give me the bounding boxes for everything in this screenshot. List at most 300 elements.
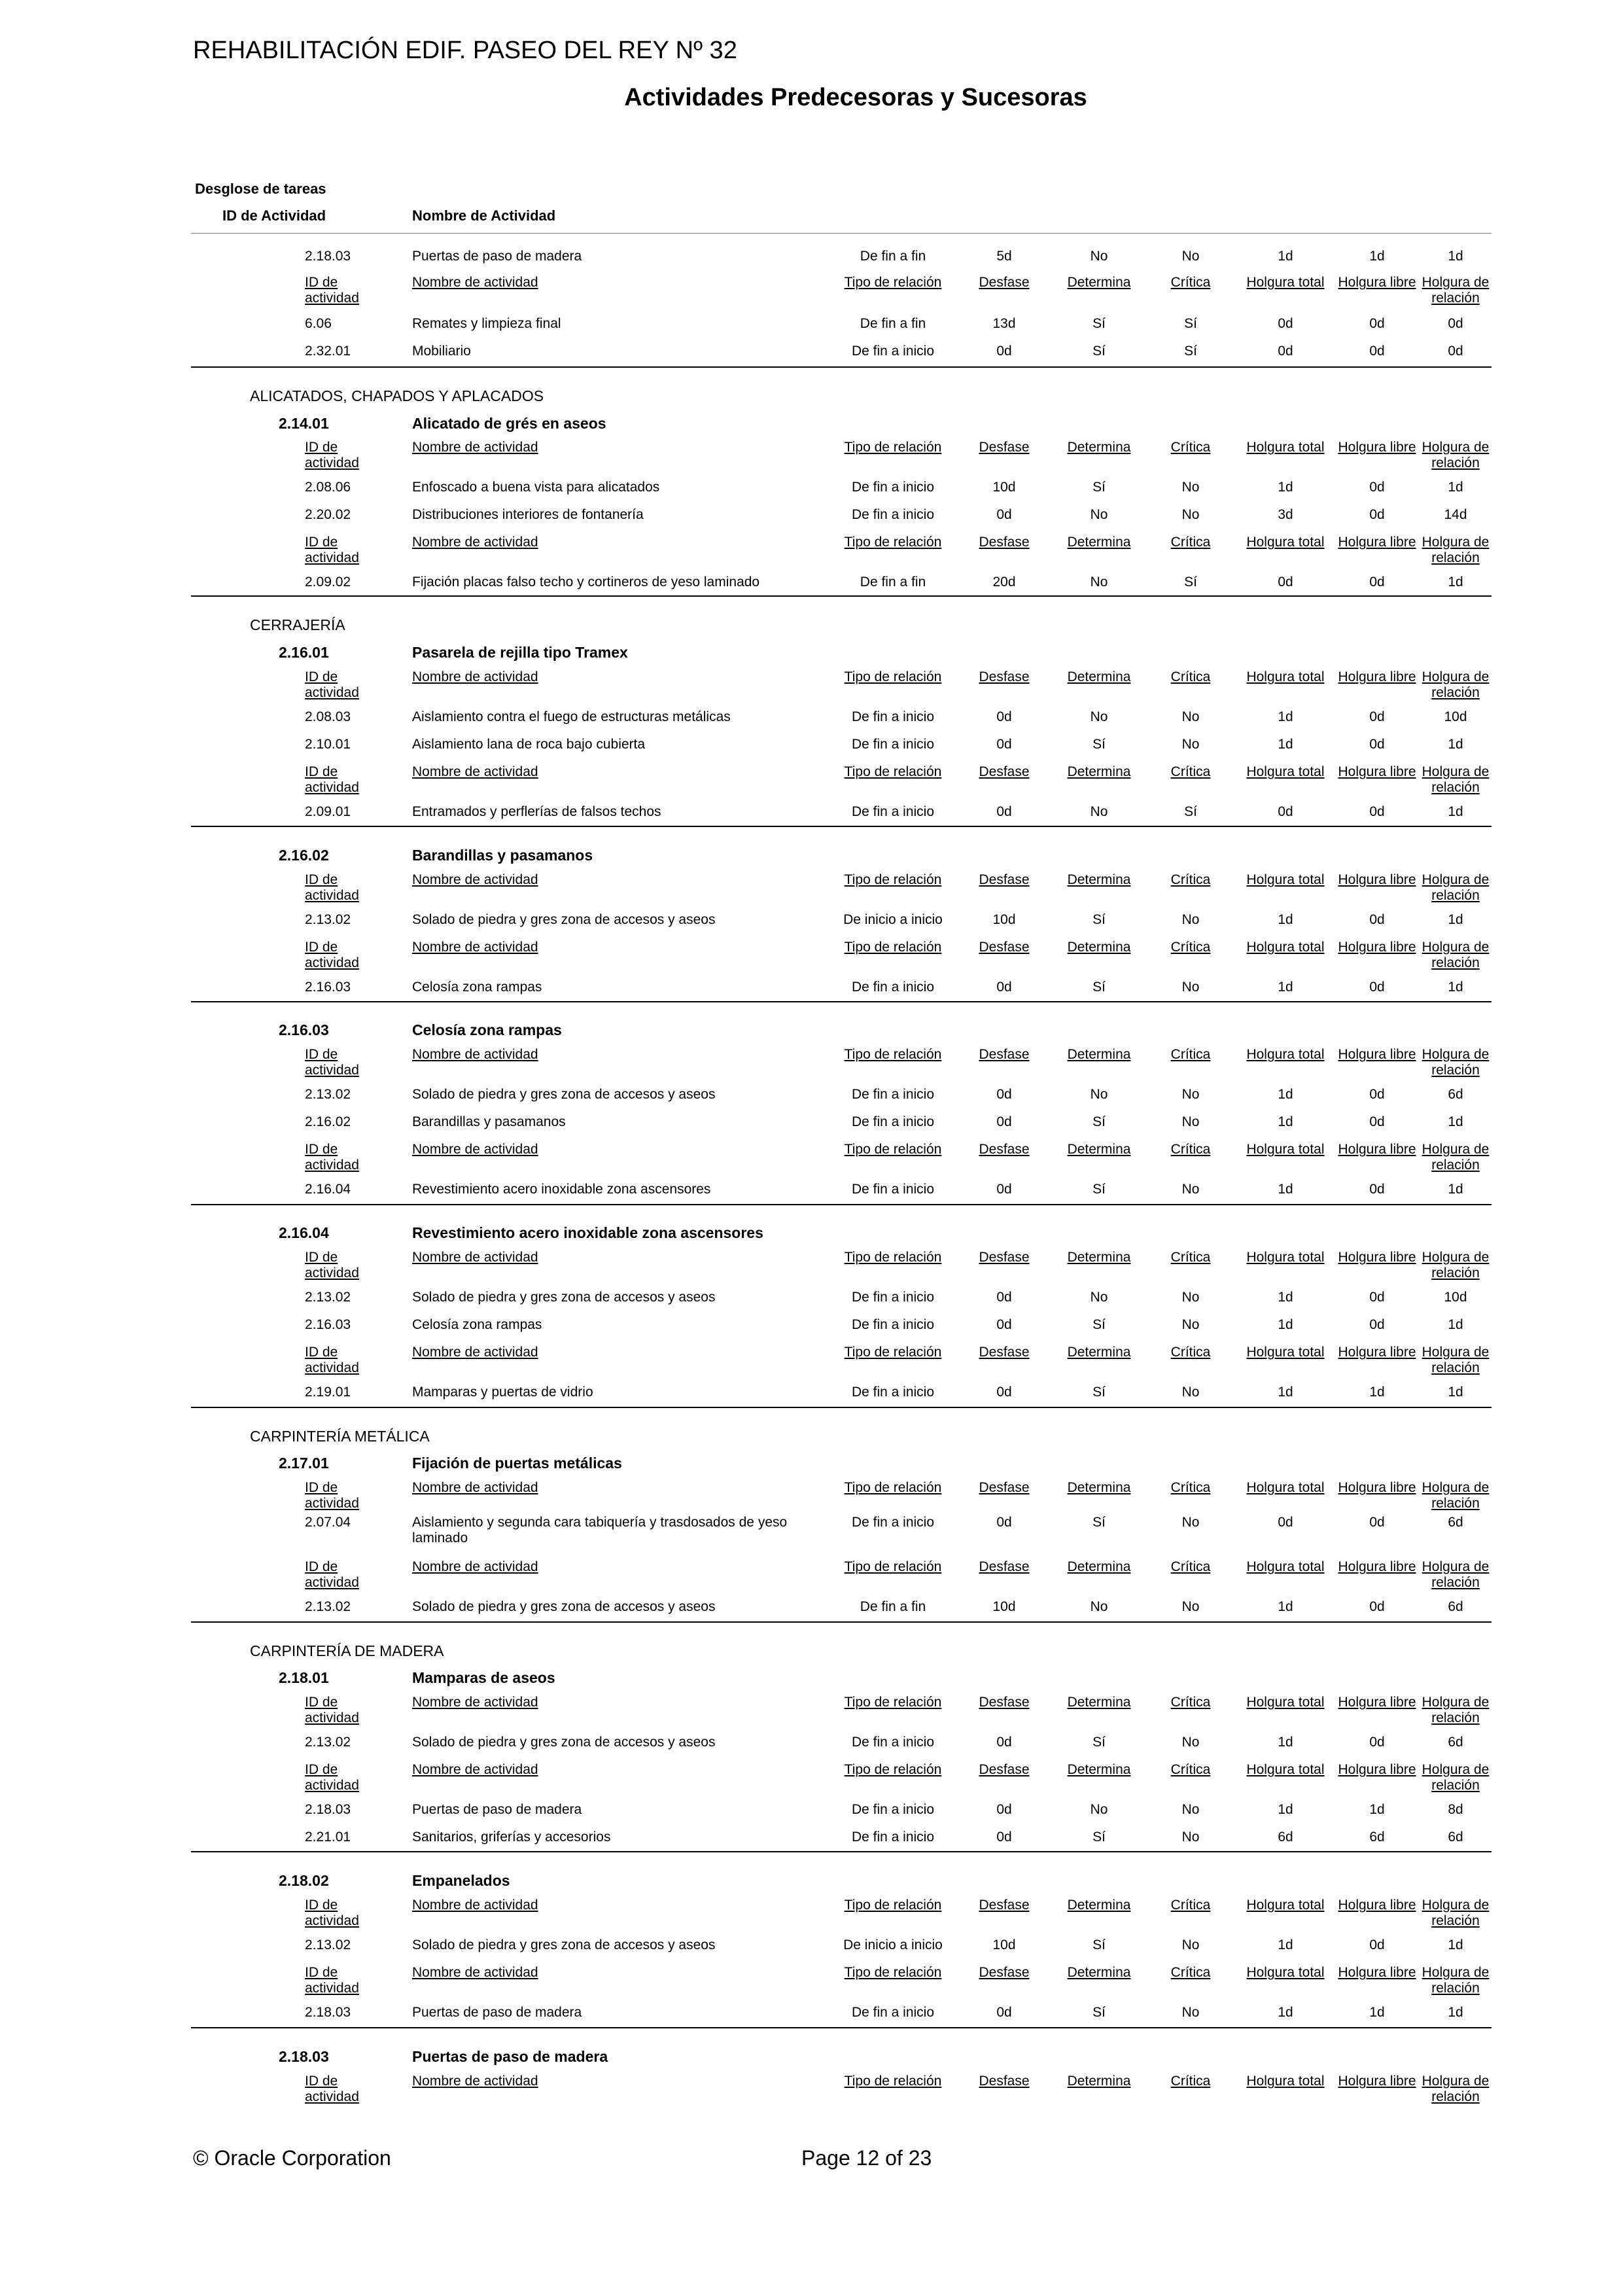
column-header-driving: Determina xyxy=(1067,669,1131,684)
cell-critical: Sí xyxy=(1184,316,1197,331)
cell-lag: 10d xyxy=(992,912,1016,927)
column-header-free-float: Holgura libre xyxy=(1338,1965,1416,1980)
task-id: 2.16.04 xyxy=(279,1224,329,1241)
column-header-relation-float: Holgura de relación xyxy=(1422,1559,1490,1590)
column-header-relation-type: Tipo de relación xyxy=(844,1559,942,1574)
cell-relation-type: De fin a inicio xyxy=(851,344,935,359)
breakdown-label: Desglose de tareas xyxy=(195,181,326,197)
cell-relation-float: 1d xyxy=(1448,1385,1463,1400)
column-header-free-float: Holgura libre xyxy=(1338,1898,1416,1913)
column-header-id: ID de actividad xyxy=(305,940,359,970)
cell-total-float: 3d xyxy=(1278,507,1293,522)
column-header-id: ID de actividad xyxy=(305,1047,359,1078)
column-header-total-float: Holgura total xyxy=(1246,872,1325,887)
task-name: Puertas de paso de madera xyxy=(412,2048,608,2065)
cell-name: Celosía zona rampas xyxy=(412,980,542,995)
cell-free-float: 0d xyxy=(1369,980,1385,995)
column-header-relation-float: Holgura de relación xyxy=(1422,1898,1490,1928)
cell-id: 2.09.02 xyxy=(305,574,351,590)
cell-lag: 0d xyxy=(996,804,1012,819)
column-header-critical: Crítica xyxy=(1170,1559,1211,1574)
cell-lag: 0d xyxy=(996,1290,1012,1305)
cell-critical: No xyxy=(1181,1802,1200,1817)
cell-id: 2.20.02 xyxy=(305,507,351,522)
column-header-name: Nombre de actividad xyxy=(412,535,538,550)
column-header-total-float: Holgura total xyxy=(1246,1345,1325,1360)
column-header-lag: Desfase xyxy=(979,2074,1030,2089)
task-id: 2.18.03 xyxy=(279,2048,329,2065)
column-header-driving: Determina xyxy=(1067,764,1131,779)
column-header-name: Nombre de actividad xyxy=(412,275,538,290)
cell-name: Entramados y perflerías de falsos techos xyxy=(412,804,661,819)
cell-id: 2.18.03 xyxy=(305,1802,351,1817)
cell-critical: No xyxy=(1181,1599,1200,1614)
cell-id: 2.21.01 xyxy=(305,1829,351,1845)
section-rule xyxy=(191,2027,1492,2028)
column-header-relation-type: Tipo de relación xyxy=(844,1345,942,1360)
cell-lag: 10d xyxy=(992,1937,1016,1952)
task-id: 2.16.03 xyxy=(279,1021,329,1038)
cell-free-float: 0d xyxy=(1369,1087,1385,1102)
column-header-id: ID de actividad xyxy=(305,1250,359,1280)
cell-critical: No xyxy=(1181,1087,1200,1102)
column-header-driving: Determina xyxy=(1067,940,1131,955)
column-header-driving: Determina xyxy=(1067,1047,1131,1062)
column-header-lag: Desfase xyxy=(979,1250,1030,1265)
cell-driving: No xyxy=(1090,249,1108,264)
cell-critical: No xyxy=(1181,1829,1200,1845)
cell-free-float: 1d xyxy=(1369,2005,1385,2020)
cell-name: Mamparas y puertas de vidrio xyxy=(412,1385,593,1400)
cell-name: Barandillas y pasamanos xyxy=(412,1114,566,1129)
cell-free-float: 0d xyxy=(1369,1735,1385,1750)
column-header-relation-float: Holgura de relación xyxy=(1422,1142,1490,1173)
task-name: Pasarela de rejilla tipo Tramex xyxy=(412,644,628,661)
cell-total-float: 0d xyxy=(1278,316,1293,331)
cell-driving: Sí xyxy=(1092,1114,1106,1129)
cell-relation-type: De fin a inicio xyxy=(851,1829,935,1845)
cell-name: Solado de piedra y gres zona de accesos y aseos xyxy=(412,1937,716,1952)
cell-relation-float: 1d xyxy=(1448,480,1463,495)
cell-relation-type: De fin a inicio xyxy=(851,1114,935,1129)
cell-name: Remates y limpieza final xyxy=(412,316,561,331)
cell-driving: Sí xyxy=(1092,316,1106,331)
column-header-lag: Desfase xyxy=(979,1695,1030,1710)
column-header-lag: Desfase xyxy=(979,1898,1030,1913)
column-header-driving: Determina xyxy=(1067,1762,1131,1777)
cell-relation-type: De fin a inicio xyxy=(851,1515,935,1530)
cell-name: Solado de piedra y gres zona de accesos y aseos xyxy=(412,1599,716,1614)
column-header-relation-type: Tipo de relación xyxy=(844,940,942,955)
column-header-lag: Desfase xyxy=(979,1965,1030,1980)
cell-free-float: 0d xyxy=(1369,1317,1385,1332)
cell-relation-type: De fin a inicio xyxy=(851,1290,935,1305)
column-header-lag: Desfase xyxy=(979,940,1030,955)
column-header-free-float: Holgura libre xyxy=(1338,1762,1416,1777)
cell-relation-type: De fin a inicio xyxy=(851,1735,935,1750)
column-header-name: Nombre de actividad xyxy=(412,764,538,779)
cell-free-float: 0d xyxy=(1369,480,1385,495)
column-header-critical: Crítica xyxy=(1170,1345,1211,1360)
cell-free-float: 0d xyxy=(1369,344,1385,359)
column-header-lag: Desfase xyxy=(979,1345,1030,1360)
cell-total-float: 1d xyxy=(1278,1114,1293,1129)
task-name: Barandillas y pasamanos xyxy=(412,847,593,864)
activity-id-header: ID de Actividad xyxy=(222,207,326,224)
cell-relation-type: De fin a fin xyxy=(860,316,926,331)
cell-critical: No xyxy=(1181,1735,1200,1750)
cell-name: Puertas de paso de madera xyxy=(412,249,582,264)
column-header-relation-type: Tipo de relación xyxy=(844,1762,942,1777)
column-header-critical: Crítica xyxy=(1170,764,1211,779)
column-header-critical: Crítica xyxy=(1170,2074,1211,2089)
cell-driving: Sí xyxy=(1092,1385,1106,1400)
cell-driving: No xyxy=(1090,1802,1108,1817)
cell-lag: 0d xyxy=(996,709,1012,724)
cell-lag: 10d xyxy=(992,480,1016,495)
column-header-name: Nombre de actividad xyxy=(412,1142,538,1157)
cell-critical: No xyxy=(1181,737,1200,752)
cell-free-float: 0d xyxy=(1369,709,1385,724)
column-header-id: ID de actividad xyxy=(305,872,359,903)
cell-lag: 0d xyxy=(996,507,1012,522)
column-header-id: ID de actividad xyxy=(305,764,359,795)
group-heading: CARPINTERÍA METÁLICA xyxy=(250,1428,430,1445)
cell-critical: No xyxy=(1181,1385,1200,1400)
column-header-relation-float: Holgura de relación xyxy=(1422,1345,1490,1375)
cell-name: Fijación placas falso techo y cortineros de yeso laminado xyxy=(412,574,760,590)
column-header-relation-float: Holgura de relación xyxy=(1422,764,1490,795)
column-header-total-float: Holgura total xyxy=(1246,1142,1325,1157)
cell-critical: No xyxy=(1181,249,1200,264)
cell-driving: Sí xyxy=(1092,480,1106,495)
column-header-relation-float: Holgura de relación xyxy=(1422,940,1490,970)
cell-driving: Sí xyxy=(1092,1317,1106,1332)
cell-lag: 0d xyxy=(996,1515,1012,1530)
cell-lag: 0d xyxy=(996,1735,1012,1750)
cell-relation-type: De fin a inicio xyxy=(851,507,935,522)
column-header-critical: Crítica xyxy=(1170,1480,1211,1495)
column-header-relation-float: Holgura de relación xyxy=(1422,440,1490,470)
cell-total-float: 1d xyxy=(1278,1317,1293,1332)
column-header-id: ID de actividad xyxy=(305,1480,359,1511)
cell-total-float: 1d xyxy=(1278,709,1293,724)
column-header-lag: Desfase xyxy=(979,275,1030,290)
cell-free-float: 0d xyxy=(1369,804,1385,819)
column-header-critical: Crítica xyxy=(1170,535,1211,550)
column-header-free-float: Holgura libre xyxy=(1338,1480,1416,1495)
cell-total-float: 1d xyxy=(1278,1182,1293,1197)
cell-relation-float: 1d xyxy=(1448,1182,1463,1197)
cell-critical: No xyxy=(1181,1515,1200,1530)
column-header-total-float: Holgura total xyxy=(1246,275,1325,290)
column-header-critical: Crítica xyxy=(1170,1762,1211,1777)
cell-lag: 0d xyxy=(996,1114,1012,1129)
column-header-relation-type: Tipo de relación xyxy=(844,2074,942,2089)
column-header-relation-type: Tipo de relación xyxy=(844,1480,942,1495)
cell-id: 2.16.02 xyxy=(305,1114,351,1129)
cell-relation-type: De fin a inicio xyxy=(851,480,935,495)
column-header-id: ID de actividad xyxy=(305,1898,359,1928)
cell-relation-float: 1d xyxy=(1448,1114,1463,1129)
section-rule xyxy=(191,1851,1492,1852)
cell-id: 2.10.01 xyxy=(305,737,351,752)
column-header-total-float: Holgura total xyxy=(1246,940,1325,955)
column-header-id: ID de actividad xyxy=(305,2074,359,2104)
cell-critical: No xyxy=(1181,709,1200,724)
cell-relation-float: 1d xyxy=(1448,1937,1463,1952)
column-header-free-float: Holgura libre xyxy=(1338,940,1416,955)
column-header-lag: Desfase xyxy=(979,1762,1030,1777)
column-header-id: ID de actividad xyxy=(305,1142,359,1173)
cell-id: 2.18.03 xyxy=(305,249,351,264)
cell-driving: No xyxy=(1090,1290,1108,1305)
column-header-lag: Desfase xyxy=(979,1142,1030,1157)
column-header-id: ID de actividad xyxy=(305,1762,359,1793)
cell-relation-float: 6d xyxy=(1448,1829,1463,1845)
column-header-relation-type: Tipo de relación xyxy=(844,440,942,455)
column-header-relation-type: Tipo de relación xyxy=(844,764,942,779)
cell-critical: No xyxy=(1181,1182,1200,1197)
column-header-lag: Desfase xyxy=(979,1047,1030,1062)
section-rule xyxy=(191,826,1492,827)
column-header-relation-float: Holgura de relación xyxy=(1422,1762,1490,1793)
column-header-relation-float: Holgura de relación xyxy=(1422,1965,1490,1996)
cell-relation-float: 1d xyxy=(1448,737,1463,752)
column-header-name: Nombre de actividad xyxy=(412,2074,538,2089)
cell-critical: No xyxy=(1181,1937,1200,1952)
cell-name: Distribuciones interiores de fontanería xyxy=(412,507,644,522)
task-id: 2.18.02 xyxy=(279,1872,329,1889)
cell-relation-type: De fin a inicio xyxy=(851,804,935,819)
column-header-free-float: Holgura libre xyxy=(1338,764,1416,779)
task-name: Empanelados xyxy=(412,1872,510,1889)
column-header-driving: Determina xyxy=(1067,1250,1131,1265)
cell-driving: No xyxy=(1090,804,1108,819)
column-header-free-float: Holgura libre xyxy=(1338,2074,1416,2089)
task-name: Fijación de puertas metálicas xyxy=(412,1455,622,1472)
column-header-relation-float: Holgura de relación xyxy=(1422,872,1490,903)
cell-free-float: 0d xyxy=(1369,574,1385,590)
column-header-id: ID de actividad xyxy=(305,440,359,470)
cell-total-float: 0d xyxy=(1278,344,1293,359)
cell-total-float: 1d xyxy=(1278,480,1293,495)
cell-driving: Sí xyxy=(1092,1829,1106,1845)
section-rule xyxy=(191,1204,1492,1205)
cell-driving: Sí xyxy=(1092,1182,1106,1197)
cell-relation-type: De fin a inicio xyxy=(851,2005,935,2020)
cell-id: 2.08.06 xyxy=(305,480,351,495)
cell-free-float: 0d xyxy=(1369,737,1385,752)
cell-relation-type: De fin a inicio xyxy=(851,980,935,995)
column-header-total-float: Holgura total xyxy=(1246,2074,1325,2089)
cell-name: Mobiliario xyxy=(412,344,471,359)
column-header-name: Nombre de actividad xyxy=(412,1480,538,1495)
task-id: 2.14.01 xyxy=(279,415,329,432)
cell-name: Solado de piedra y gres zona de accesos y aseos xyxy=(412,1290,716,1305)
cell-free-float: 1d xyxy=(1369,249,1385,264)
column-header-driving: Determina xyxy=(1067,2074,1131,2089)
cell-free-float: 0d xyxy=(1369,1937,1385,1952)
column-header-total-float: Holgura total xyxy=(1246,1559,1325,1574)
cell-total-float: 1d xyxy=(1278,912,1293,927)
cell-relation-type: De fin a fin xyxy=(860,249,926,264)
column-header-relation-float: Holgura de relación xyxy=(1422,1480,1490,1511)
cell-driving: Sí xyxy=(1092,980,1106,995)
section-rule xyxy=(191,366,1492,368)
cell-relation-type: De fin a inicio xyxy=(851,737,935,752)
column-header-total-float: Holgura total xyxy=(1246,669,1325,684)
cell-driving: No xyxy=(1090,1087,1108,1102)
task-name: Mamparas de aseos xyxy=(412,1669,555,1686)
column-header-name: Nombre de actividad xyxy=(412,1047,538,1062)
column-header-lag: Desfase xyxy=(979,669,1030,684)
cell-driving: Sí xyxy=(1092,737,1106,752)
cell-relation-float: 1d xyxy=(1448,574,1463,590)
cell-relation-float: 0d xyxy=(1448,316,1463,331)
cell-relation-type: De fin a inicio xyxy=(851,1182,935,1197)
cell-name: Aislamiento contra el fuego de estructuras metálicas xyxy=(412,709,731,724)
cell-name: Solado de piedra y gres zona de accesos y aseos xyxy=(412,912,716,927)
cell-relation-type: De inicio a inicio xyxy=(843,912,943,927)
cell-relation-type: De fin a inicio xyxy=(851,1802,935,1817)
cell-driving: Sí xyxy=(1092,1515,1106,1530)
column-header-total-float: Holgura total xyxy=(1246,535,1325,550)
column-header-relation-type: Tipo de relación xyxy=(844,1142,942,1157)
column-header-name: Nombre de actividad xyxy=(412,1345,538,1360)
cell-relation-float: 0d xyxy=(1448,344,1463,359)
cell-relation-float: 6d xyxy=(1448,1735,1463,1750)
cell-free-float: 1d xyxy=(1369,1802,1385,1817)
cell-total-float: 1d xyxy=(1278,980,1293,995)
column-header-relation-type: Tipo de relación xyxy=(844,1898,942,1913)
task-id: 2.16.01 xyxy=(279,644,329,661)
column-header-lag: Desfase xyxy=(979,1480,1030,1495)
cell-relation-float: 6d xyxy=(1448,1087,1463,1102)
group-heading: CERRAJERÍA xyxy=(250,616,345,633)
column-header-driving: Determina xyxy=(1067,872,1131,887)
column-header-relation-type: Tipo de relación xyxy=(844,1695,942,1710)
cell-name: Enfoscado a buena vista para alicatados xyxy=(412,480,660,495)
cell-critical: Sí xyxy=(1184,804,1197,819)
column-header-relation-type: Tipo de relación xyxy=(844,535,942,550)
cell-relation-type: De fin a inicio xyxy=(851,1087,935,1102)
column-header-critical: Crítica xyxy=(1170,872,1211,887)
column-header-lag: Desfase xyxy=(979,1559,1030,1574)
column-header-relation-float: Holgura de relación xyxy=(1422,1047,1490,1078)
cell-critical: No xyxy=(1181,507,1200,522)
cell-lag: 0d xyxy=(996,1385,1012,1400)
cell-name: Celosía zona rampas xyxy=(412,1317,542,1332)
column-header-free-float: Holgura libre xyxy=(1338,275,1416,290)
column-header-relation-float: Holgura de relación xyxy=(1422,1695,1490,1725)
column-header-total-float: Holgura total xyxy=(1246,1480,1325,1495)
column-header-total-float: Holgura total xyxy=(1246,1762,1325,1777)
cell-free-float: 6d xyxy=(1369,1829,1385,1845)
cell-relation-type: De fin a inicio xyxy=(851,1385,935,1400)
cell-id: 2.13.02 xyxy=(305,1290,351,1305)
cell-critical: No xyxy=(1181,1290,1200,1305)
cell-total-float: 1d xyxy=(1278,1290,1293,1305)
cell-relation-type: De inicio a inicio xyxy=(843,1937,943,1952)
cell-driving: No xyxy=(1090,1599,1108,1614)
cell-critical: No xyxy=(1181,2005,1200,2020)
cell-total-float: 1d xyxy=(1278,2005,1293,2020)
cell-relation-float: 8d xyxy=(1448,1802,1463,1817)
cell-id: 2.18.03 xyxy=(305,2005,351,2020)
cell-relation-float: 6d xyxy=(1448,1515,1463,1530)
column-header-total-float: Holgura total xyxy=(1246,1965,1325,1980)
column-header-free-float: Holgura libre xyxy=(1338,1142,1416,1157)
column-header-total-float: Holgura total xyxy=(1246,1047,1325,1062)
column-header-lag: Desfase xyxy=(979,764,1030,779)
cell-free-float: 0d xyxy=(1369,1114,1385,1129)
column-header-free-float: Holgura libre xyxy=(1338,1559,1416,1574)
cell-id: 2.09.01 xyxy=(305,804,351,819)
cell-id: 2.32.01 xyxy=(305,344,351,359)
cell-id: 2.13.02 xyxy=(305,1937,351,1952)
cell-id: 2.08.03 xyxy=(305,709,351,724)
cell-id: 2.13.02 xyxy=(305,912,351,927)
cell-total-float: 0d xyxy=(1278,804,1293,819)
column-header-driving: Determina xyxy=(1067,1142,1131,1157)
column-header-relation-type: Tipo de relación xyxy=(844,669,942,684)
column-header-total-float: Holgura total xyxy=(1246,1250,1325,1265)
cell-total-float: 1d xyxy=(1278,1937,1293,1952)
column-header-driving: Determina xyxy=(1067,1480,1131,1495)
cell-relation-float: 1d xyxy=(1448,912,1463,927)
column-header-free-float: Holgura libre xyxy=(1338,1250,1416,1265)
column-header-id: ID de actividad xyxy=(305,1965,359,1996)
column-header-lag: Desfase xyxy=(979,872,1030,887)
cell-name: Solado de piedra y gres zona de accesos y aseos xyxy=(412,1087,716,1102)
column-header-relation-float: Holgura de relación xyxy=(1422,669,1490,700)
column-header-name: Nombre de actividad xyxy=(412,1695,538,1710)
cell-critical: Sí xyxy=(1184,574,1197,590)
cell-lag: 0d xyxy=(996,1182,1012,1197)
task-id: 2.16.02 xyxy=(279,847,329,864)
section-rule xyxy=(191,1407,1492,1408)
header-rule xyxy=(191,233,1492,234)
task-id: 2.17.01 xyxy=(279,1455,329,1472)
task-name: Celosía zona rampas xyxy=(412,1021,562,1038)
cell-lag: 0d xyxy=(996,2005,1012,2020)
document-subtitle: Actividades Predecesoras y Sucesoras xyxy=(624,84,1087,111)
cell-relation-float: 1d xyxy=(1448,2005,1463,2020)
column-header-critical: Crítica xyxy=(1170,669,1211,684)
cell-id: 2.16.03 xyxy=(305,980,351,995)
cell-driving: No xyxy=(1090,507,1108,522)
cell-total-float: 1d xyxy=(1278,1385,1293,1400)
cell-driving: Sí xyxy=(1092,1735,1106,1750)
column-header-relation-type: Tipo de relación xyxy=(844,872,942,887)
column-header-name: Nombre de actividad xyxy=(412,872,538,887)
cell-critical: No xyxy=(1181,1114,1200,1129)
column-header-free-float: Holgura libre xyxy=(1338,669,1416,684)
cell-relation-type: De fin a fin xyxy=(860,1599,926,1614)
cell-lag: 0d xyxy=(996,1317,1012,1332)
cell-free-float: 0d xyxy=(1369,1515,1385,1530)
cell-free-float: 0d xyxy=(1369,507,1385,522)
cell-lag: 20d xyxy=(992,574,1016,590)
column-header-relation-type: Tipo de relación xyxy=(844,275,942,290)
column-header-critical: Crítica xyxy=(1170,940,1211,955)
column-header-id: ID de actividad xyxy=(305,535,359,565)
cell-id: 2.13.02 xyxy=(305,1735,351,1750)
cell-relation-float: 1d xyxy=(1448,249,1463,264)
column-header-critical: Crítica xyxy=(1170,1695,1211,1710)
cell-free-float: 1d xyxy=(1369,1385,1385,1400)
